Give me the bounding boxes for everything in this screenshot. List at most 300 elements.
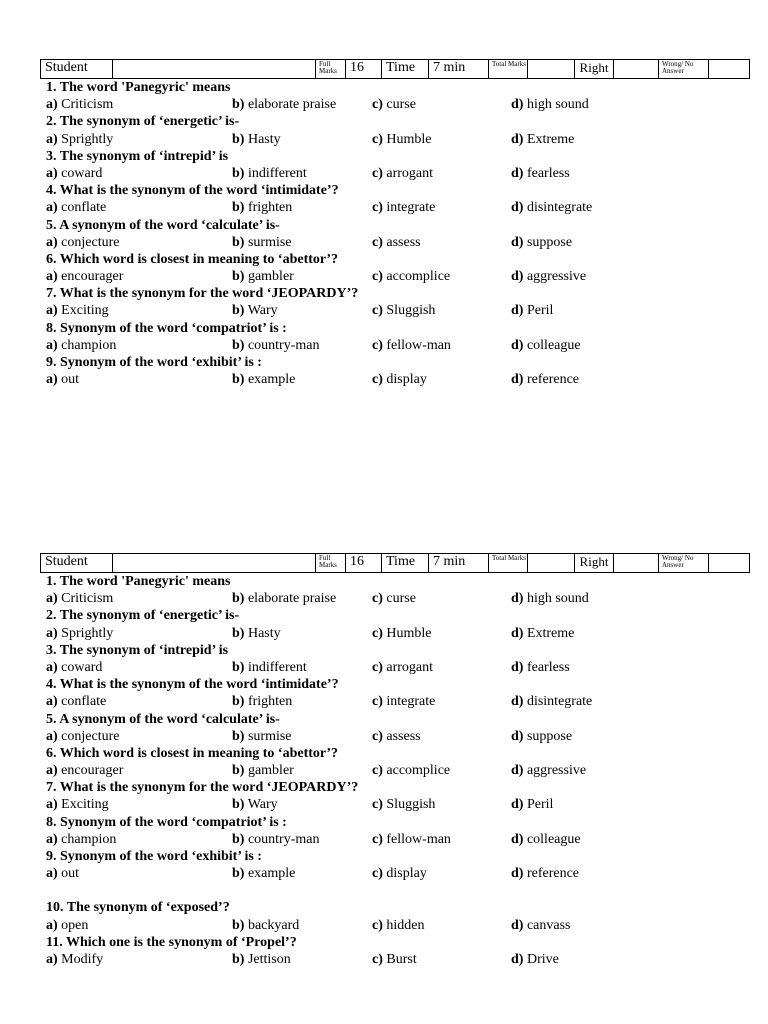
option-letter: c) <box>372 165 383 181</box>
option-letter: d) <box>511 917 524 933</box>
option-a[interactable] <box>46 865 79 882</box>
option-text: Exciting <box>61 303 109 319</box>
option-text: Humble <box>386 625 432 641</box>
option-letter: c) <box>372 269 383 285</box>
question-text: 2. The synonym of ‘energetic’ is- <box>46 608 240 624</box>
full-marks-value: 16 <box>346 554 382 573</box>
option-b[interactable] <box>232 865 295 882</box>
option-letter: d) <box>511 200 524 216</box>
option-letter: c) <box>372 200 383 216</box>
option-letter: b) <box>232 797 245 813</box>
option-letter: b) <box>232 165 245 181</box>
option-d[interactable] <box>511 762 586 779</box>
option-a[interactable] <box>46 234 119 251</box>
option-text: suppose <box>526 234 573 250</box>
option-c[interactable] <box>372 831 451 848</box>
option-text: Burst <box>386 951 417 967</box>
spacer <box>46 882 749 899</box>
option-letter: d) <box>511 131 524 147</box>
full-marks-label: Full Marks <box>316 554 346 573</box>
option-c[interactable] <box>372 762 450 779</box>
option-a[interactable] <box>46 199 106 216</box>
options-row <box>46 659 749 676</box>
option-letter: b) <box>232 591 245 607</box>
option-letter: d) <box>511 694 524 710</box>
option-text: display <box>386 372 427 388</box>
option-text: high sound <box>526 591 589 607</box>
option-letter: c) <box>372 763 383 779</box>
option-letter: a) <box>46 625 58 641</box>
question-text: 8. Synonym of the word ‘compatriot’ is : <box>46 814 287 830</box>
option-text: surmise <box>247 234 292 250</box>
option-text: Extreme <box>526 625 575 641</box>
option-b[interactable] <box>232 199 292 216</box>
wrong-field[interactable] <box>709 554 750 573</box>
right-field[interactable] <box>614 60 659 79</box>
options-row <box>46 165 749 182</box>
option-b[interactable] <box>232 831 319 848</box>
option-a[interactable] <box>46 96 113 113</box>
option-letter: a) <box>46 728 58 744</box>
options-row <box>46 762 749 779</box>
option-text: gambler <box>247 763 294 779</box>
total-marks-field[interactable] <box>528 554 575 573</box>
option-d[interactable] <box>511 590 589 607</box>
option-d[interactable] <box>511 831 581 848</box>
option-text: encourager <box>61 763 124 779</box>
option-letter: d) <box>511 625 524 641</box>
student-label: Student <box>41 60 113 79</box>
option-b[interactable] <box>232 337 319 354</box>
option-letter: d) <box>511 337 524 353</box>
option-c[interactable] <box>372 590 416 607</box>
option-text: colleague <box>526 337 581 353</box>
option-a[interactable] <box>46 165 102 182</box>
option-text: Hasty <box>247 625 281 641</box>
option-letter: b) <box>232 728 245 744</box>
option-b[interactable] <box>232 762 294 779</box>
option-text: curse <box>386 97 416 113</box>
option-letter: a) <box>46 591 58 607</box>
option-d[interactable] <box>511 165 570 182</box>
option-letter: a) <box>46 831 58 847</box>
option-d[interactable] <box>511 625 574 642</box>
options-row <box>46 831 749 848</box>
question-text: 1. The word 'Panegyric' means <box>46 80 231 95</box>
option-c[interactable] <box>372 337 451 354</box>
option-letter: a) <box>46 372 58 388</box>
option-letter: a) <box>46 269 58 285</box>
option-text: Drive <box>526 951 559 967</box>
option-letter: b) <box>232 917 245 933</box>
option-text: Peril <box>526 797 554 813</box>
option-text: Exciting <box>61 797 109 813</box>
option-text: Sprightly <box>61 625 114 641</box>
option-letter: a) <box>46 763 58 779</box>
question-list <box>46 79 749 388</box>
option-text: Criticism <box>61 97 114 113</box>
total-marks-field[interactable] <box>528 60 575 79</box>
option-text: champion <box>61 831 117 847</box>
option-c[interactable] <box>372 951 417 968</box>
question-text: 9. Synonym of the word ‘exhibit’ is : <box>46 355 262 370</box>
option-letter: c) <box>372 694 383 710</box>
option-d[interactable] <box>511 796 553 813</box>
option-text: canvass <box>526 917 571 933</box>
option-text: display <box>386 866 427 882</box>
full-marks-value: 16 <box>346 60 382 79</box>
option-text: disintegrate <box>526 200 593 216</box>
question-text: 8. Synonym of the word ‘compatriot’ is : <box>46 320 287 336</box>
option-letter: b) <box>232 372 245 388</box>
option-text: Extreme <box>526 131 575 147</box>
option-letter: c) <box>372 728 383 744</box>
student-name-field[interactable] <box>113 60 316 79</box>
option-c[interactable] <box>372 659 433 676</box>
option-b[interactable] <box>232 371 295 388</box>
option-b[interactable] <box>232 693 292 710</box>
option-letter: d) <box>511 659 524 675</box>
option-letter: d) <box>511 728 524 744</box>
option-letter: b) <box>232 269 245 285</box>
option-letter: c) <box>372 659 383 675</box>
options-row <box>46 796 749 813</box>
option-letter: a) <box>46 234 58 250</box>
option-letter: d) <box>511 951 524 967</box>
option-letter: b) <box>232 303 245 319</box>
option-d[interactable] <box>511 337 581 354</box>
option-c[interactable] <box>372 917 425 934</box>
option-c[interactable] <box>372 96 416 113</box>
option-b[interactable] <box>232 659 307 676</box>
quiz-block-1 <box>40 59 749 388</box>
options-row <box>46 590 749 607</box>
option-c[interactable] <box>372 199 435 216</box>
question-text: 10. The synonym of ‘exposed’? <box>46 900 230 916</box>
option-letter: c) <box>372 97 383 113</box>
option-letter: a) <box>46 951 58 967</box>
option-letter: d) <box>511 763 524 779</box>
option-text: Wary <box>247 303 278 319</box>
option-c[interactable] <box>372 131 432 148</box>
option-letter: a) <box>46 694 58 710</box>
options-row <box>46 96 749 113</box>
option-c[interactable] <box>372 693 435 710</box>
option-letter: b) <box>232 763 245 779</box>
option-letter: d) <box>511 165 524 181</box>
option-text: fellow-man <box>386 337 451 353</box>
option-letter: b) <box>232 659 245 675</box>
option-a[interactable] <box>46 917 88 934</box>
options-row <box>46 131 749 148</box>
option-letter: d) <box>511 866 524 882</box>
option-letter: b) <box>232 831 245 847</box>
option-text: Sluggish <box>386 303 436 319</box>
option-c[interactable] <box>372 302 435 319</box>
option-text: Hasty <box>247 131 281 147</box>
options-row <box>46 302 749 319</box>
option-text: arrogant <box>386 659 434 675</box>
option-d[interactable] <box>511 728 572 745</box>
wrong-label: Wrong/ No Answer <box>659 60 709 79</box>
option-letter: c) <box>372 625 383 641</box>
option-c[interactable] <box>372 371 427 388</box>
option-c[interactable] <box>372 865 427 882</box>
option-text: integrate <box>386 200 436 216</box>
option-text: Humble <box>386 131 432 147</box>
option-letter: d) <box>511 234 524 250</box>
option-letter: b) <box>232 97 245 113</box>
option-text: indifferent <box>247 659 307 675</box>
option-a[interactable] <box>46 131 113 148</box>
student-label: Student <box>41 554 113 573</box>
option-letter: c) <box>372 831 383 847</box>
options-row <box>46 625 749 642</box>
options-row <box>46 199 749 216</box>
option-a[interactable] <box>46 625 113 642</box>
option-letter: c) <box>372 234 383 250</box>
option-b[interactable] <box>232 590 336 607</box>
options-row <box>46 728 749 745</box>
quiz-block-2 <box>40 553 749 968</box>
student-name-field[interactable] <box>113 554 316 573</box>
option-text: encourager <box>61 269 124 285</box>
option-text: integrate <box>386 694 436 710</box>
option-a[interactable] <box>46 337 116 354</box>
option-a[interactable] <box>46 796 109 813</box>
option-letter: a) <box>46 659 58 675</box>
option-letter: b) <box>232 234 245 250</box>
option-a[interactable] <box>46 831 116 848</box>
option-letter: b) <box>232 200 245 216</box>
option-letter: c) <box>372 951 383 967</box>
question-text: 2. The synonym of ‘energetic’ is- <box>46 114 240 130</box>
question-text: 7. What is the synonym for the word ‘JEOPARDY’? <box>46 286 359 302</box>
option-text: aggressive <box>526 763 587 779</box>
option-text: coward <box>61 165 103 181</box>
option-a[interactable] <box>46 371 79 388</box>
option-a[interactable] <box>46 762 123 779</box>
option-text: fearless <box>526 659 570 675</box>
option-letter: c) <box>372 797 383 813</box>
option-a[interactable] <box>46 693 106 710</box>
option-b[interactable] <box>232 131 281 148</box>
option-letter: a) <box>46 797 58 813</box>
option-text: fearless <box>526 165 570 181</box>
option-letter: b) <box>232 951 245 967</box>
option-c[interactable] <box>372 234 421 251</box>
option-b[interactable] <box>232 234 292 251</box>
option-text: example <box>247 866 296 882</box>
option-text: country-man <box>247 831 320 847</box>
option-text: example <box>247 372 296 388</box>
option-letter: d) <box>511 372 524 388</box>
time-label: Time <box>382 60 429 79</box>
option-text: backyard <box>247 917 300 933</box>
header-table <box>40 59 750 79</box>
options-row <box>46 234 749 251</box>
question-text: 3. The synonym of ‘intrepid’ is <box>46 642 229 658</box>
option-d[interactable] <box>511 199 592 216</box>
option-text: accomplice <box>386 763 451 779</box>
option-c[interactable] <box>372 268 450 285</box>
option-letter: b) <box>232 625 245 641</box>
option-b[interactable] <box>232 268 294 285</box>
option-text: open <box>61 917 89 933</box>
option-c[interactable] <box>372 796 435 813</box>
option-letter: a) <box>46 917 58 933</box>
option-text: champion <box>61 337 117 353</box>
option-text: hidden <box>386 917 425 933</box>
right-label: Right <box>575 554 614 573</box>
time-value: 7 min <box>429 60 489 79</box>
wrong-label: Wrong/ No Answer <box>659 554 709 573</box>
option-letter: d) <box>511 797 524 813</box>
options-row <box>46 951 749 968</box>
option-d[interactable] <box>511 234 572 251</box>
option-b[interactable] <box>232 951 291 968</box>
option-b[interactable] <box>232 165 307 182</box>
question-text: 1. The word 'Panegyric' means <box>46 574 231 589</box>
option-text: curse <box>386 591 416 607</box>
option-letter: b) <box>232 131 245 147</box>
option-letter: a) <box>46 337 58 353</box>
options-row <box>46 865 749 882</box>
option-text: assess <box>386 234 421 250</box>
option-c[interactable] <box>372 165 433 182</box>
option-letter: c) <box>372 591 383 607</box>
option-a[interactable] <box>46 659 102 676</box>
option-text: reference <box>526 372 580 388</box>
total-marks-label: Total Marks <box>489 60 528 79</box>
option-d[interactable] <box>511 131 574 148</box>
option-text: frighten <box>247 200 293 216</box>
wrong-field[interactable] <box>709 60 750 79</box>
option-d[interactable] <box>511 371 579 388</box>
option-b[interactable] <box>232 796 278 813</box>
option-c[interactable] <box>372 625 432 642</box>
option-text: colleague <box>526 831 581 847</box>
option-text: frighten <box>247 694 293 710</box>
option-text: accomplice <box>386 269 451 285</box>
question-text: 7. What is the synonym for the word ‘JEOPARDY’? <box>46 780 359 796</box>
option-text: assess <box>386 728 421 744</box>
total-marks-label: Total Marks <box>489 554 528 573</box>
option-text: high sound <box>526 97 589 113</box>
option-text: out <box>61 372 80 388</box>
question-text: 4. What is the synonym of the word ‘intimidate’? <box>46 677 339 693</box>
option-b[interactable] <box>232 96 336 113</box>
option-text: Modify <box>61 951 104 967</box>
option-text: surmise <box>247 728 292 744</box>
option-text: Sluggish <box>386 797 436 813</box>
option-text: indifferent <box>247 165 307 181</box>
option-b[interactable] <box>232 917 299 934</box>
option-letter: c) <box>372 303 383 319</box>
option-text: conflate <box>61 200 107 216</box>
option-letter: a) <box>46 131 58 147</box>
option-d[interactable] <box>511 302 553 319</box>
option-b[interactable] <box>232 625 281 642</box>
option-a[interactable] <box>46 302 109 319</box>
option-a[interactable] <box>46 951 103 968</box>
option-letter: c) <box>372 337 383 353</box>
question-text: 6. Which word is closest in meaning to ‘abettor’? <box>46 745 339 761</box>
option-text: suppose <box>526 728 573 744</box>
option-a[interactable] <box>46 728 119 745</box>
option-letter: c) <box>372 131 383 147</box>
option-text: elaborate praise <box>247 591 337 607</box>
option-letter: a) <box>46 866 58 882</box>
option-d[interactable] <box>511 268 586 285</box>
option-text: fellow-man <box>386 831 451 847</box>
option-d[interactable] <box>511 865 579 882</box>
option-d[interactable] <box>511 917 571 934</box>
option-letter: d) <box>511 303 524 319</box>
question-text: 5. A synonym of the word ‘calculate’ is- <box>46 217 280 233</box>
option-letter: d) <box>511 831 524 847</box>
option-letter: a) <box>46 97 58 113</box>
full-marks-label: Full Marks <box>316 60 346 79</box>
option-text: Peril <box>526 303 554 319</box>
time-label: Time <box>382 554 429 573</box>
option-text: conjecture <box>61 234 120 250</box>
option-d[interactable] <box>511 951 559 968</box>
option-letter: a) <box>46 200 58 216</box>
option-text: aggressive <box>526 269 587 285</box>
option-text: gambler <box>247 269 294 285</box>
question-text: 11. Which one is the synonym of ‘Propel’? <box>46 934 297 950</box>
option-letter: a) <box>46 165 58 181</box>
options-row <box>46 693 749 710</box>
option-b[interactable] <box>232 728 292 745</box>
option-letter: b) <box>232 694 245 710</box>
option-text: arrogant <box>386 165 434 181</box>
option-letter: c) <box>372 372 383 388</box>
option-letter: d) <box>511 269 524 285</box>
right-field[interactable] <box>614 554 659 573</box>
option-text: elaborate praise <box>247 97 337 113</box>
option-text: reference <box>526 866 580 882</box>
question-text: 9. Synonym of the word ‘exhibit’ is : <box>46 849 262 864</box>
option-text: disintegrate <box>526 694 593 710</box>
header-table <box>40 553 750 573</box>
option-text: conjecture <box>61 728 120 744</box>
option-c[interactable] <box>372 728 421 745</box>
option-d[interactable] <box>511 659 570 676</box>
option-b[interactable] <box>232 302 278 319</box>
option-text: coward <box>61 659 103 675</box>
option-letter: b) <box>232 337 245 353</box>
question-text: 4. What is the synonym of the word ‘intimidate’? <box>46 183 339 199</box>
options-row <box>46 268 749 285</box>
option-text: Criticism <box>61 591 114 607</box>
question-text: 5. A synonym of the word ‘calculate’ is- <box>46 711 280 727</box>
options-row <box>46 371 749 388</box>
options-row <box>46 917 749 934</box>
question-list <box>46 573 749 968</box>
option-a[interactable] <box>46 268 123 285</box>
options-row <box>46 337 749 354</box>
option-d[interactable] <box>511 96 589 113</box>
option-d[interactable] <box>511 693 592 710</box>
option-text: Wary <box>247 797 278 813</box>
option-a[interactable] <box>46 590 113 607</box>
option-letter: b) <box>232 866 245 882</box>
option-text: Jettison <box>247 951 291 967</box>
right-label: Right <box>575 60 614 79</box>
option-text: conflate <box>61 694 107 710</box>
